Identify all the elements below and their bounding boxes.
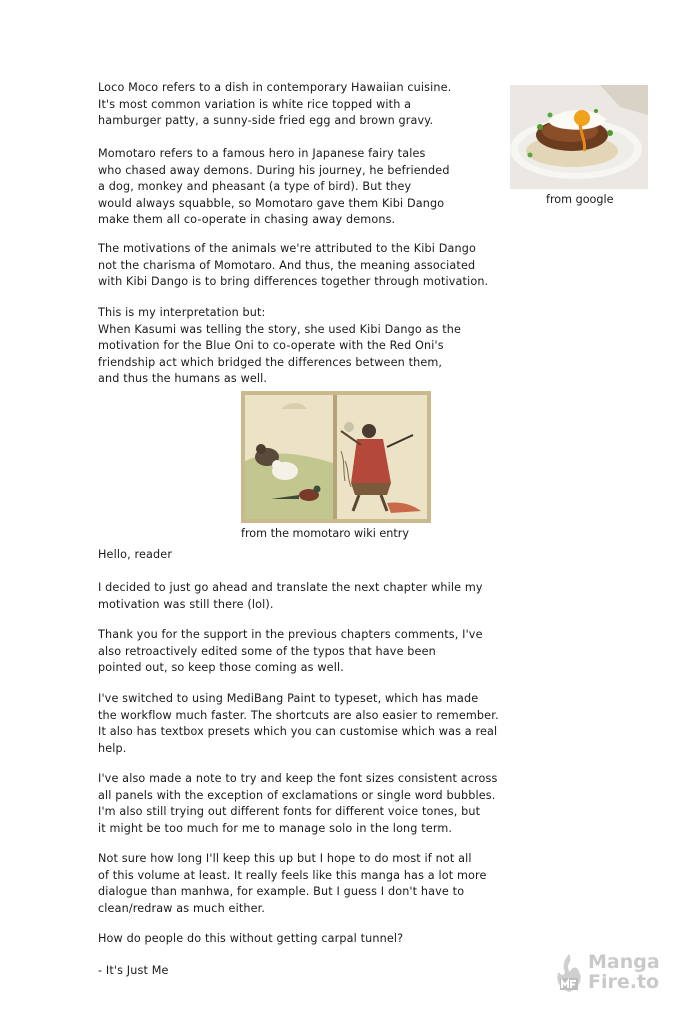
translate-paragraph xyxy=(98,580,483,613)
loco-moco-photo-icon xyxy=(510,85,648,189)
text-line: I've switched to using MediBang Paint to typeset, which has made xyxy=(98,692,479,705)
interpretation-paragraph xyxy=(98,305,461,388)
text-line: with Kibi Dango is to bring differences together through motivation. xyxy=(98,275,489,289)
loco-moco-photo xyxy=(510,85,648,189)
text-line: It also has textbox presets which you can customise which was a real xyxy=(98,725,498,739)
mangafire-logo xyxy=(552,950,662,996)
illustration-caption: from the momotaro wiki entry xyxy=(241,527,409,540)
text-line: motivation was still there (lol). xyxy=(98,597,274,611)
volume-note-paragraph xyxy=(98,851,487,917)
mangafire-logo-icon xyxy=(552,952,586,994)
text-line: pointed out, so keep those coming as well. xyxy=(98,661,344,675)
loco-moco-paragraph xyxy=(98,80,451,130)
text-line: I'm also still trying out different fonts for different voice tones, but xyxy=(98,805,481,819)
text-line: This is my interpretation but: xyxy=(98,306,266,319)
text-line: make them all co-operate in chasing away demons. xyxy=(98,213,396,227)
text-line: hamburger patty, a sunny-side fried egg and brown gravy. xyxy=(98,114,434,128)
question-line: How do people do this without getting carpal tunnel? xyxy=(98,932,404,945)
text-line: all panels with the exception of exclamations or single word bubbles. xyxy=(98,788,496,802)
mangafire-logo-text xyxy=(588,952,660,992)
fonts-note-paragraph xyxy=(98,771,497,837)
text-line: the workflow much faster. The shortcuts are also easier to remember. xyxy=(98,708,499,722)
momotaro-woodblock-illustration xyxy=(241,391,431,523)
greeting: Hello, reader xyxy=(98,548,173,561)
text-line: and thus the humans as well. xyxy=(98,372,268,386)
text-line: not the charisma of Momotaro. And thus, the meaning associated xyxy=(98,258,476,272)
text-line: also retroactively edited some of the typos that have been xyxy=(98,644,436,658)
text-line: clean/redraw as much either. xyxy=(98,901,266,915)
text-line: It's most common variation is white rice topped with a xyxy=(98,97,412,111)
text-line: who chased away demons. During his journey, he befriended xyxy=(98,163,450,177)
thanks-paragraph xyxy=(98,627,483,677)
text-line: motivation for the Blue Oni to co-operate with the Red Oni's xyxy=(98,339,444,353)
text-line: friendship act which bridged the differences between them, xyxy=(98,355,443,369)
text-line: would always squabble, so Momotaro gave them Kibi Dango xyxy=(98,196,445,210)
text-line: I decided to just go ahead and translate the next chapter while my xyxy=(98,581,483,594)
text-line: Not sure how long I'll keep this up but I hope to do most if not all xyxy=(98,852,472,865)
text-line: dialogue than manhwa, for example. But I guess I don't have to xyxy=(98,885,465,899)
photo-caption: from google xyxy=(546,193,614,206)
text-line: help. xyxy=(98,741,127,755)
signature: - It's Just Me xyxy=(98,964,169,977)
text-line: of this volume at least. It really feels like this manga has a lot more xyxy=(98,868,487,882)
momotaro-woodblock-icon xyxy=(241,391,431,523)
text-line: The motivations of the animals we're attributed to the Kibi Dango xyxy=(98,242,476,255)
text-line: it might be too much for me to manage solo in the long term. xyxy=(98,821,453,835)
text-line: I've also made a note to try and keep the font sizes consistent across xyxy=(98,772,498,785)
logo-text-line: Fire.to xyxy=(588,971,660,993)
medibang-paragraph xyxy=(98,691,499,757)
momotaro-paragraph xyxy=(98,146,450,229)
text-line: Momotaro refers to a famous hero in Japanese fairy tales xyxy=(98,147,426,160)
text-line: Thank you for the support in the previous chapters comments, I've xyxy=(98,628,483,641)
logo-text-line: Manga xyxy=(588,951,660,973)
text-line: When Kasumi was telling the story, she used Kibi Dango as the xyxy=(98,322,462,336)
motivations-paragraph xyxy=(98,241,488,291)
text-line: Loco Moco refers to a dish in contemporary Hawaiian cuisine. xyxy=(98,81,452,94)
text-line: a dog, monkey and pheasant (a type of bird). But they xyxy=(98,180,412,194)
